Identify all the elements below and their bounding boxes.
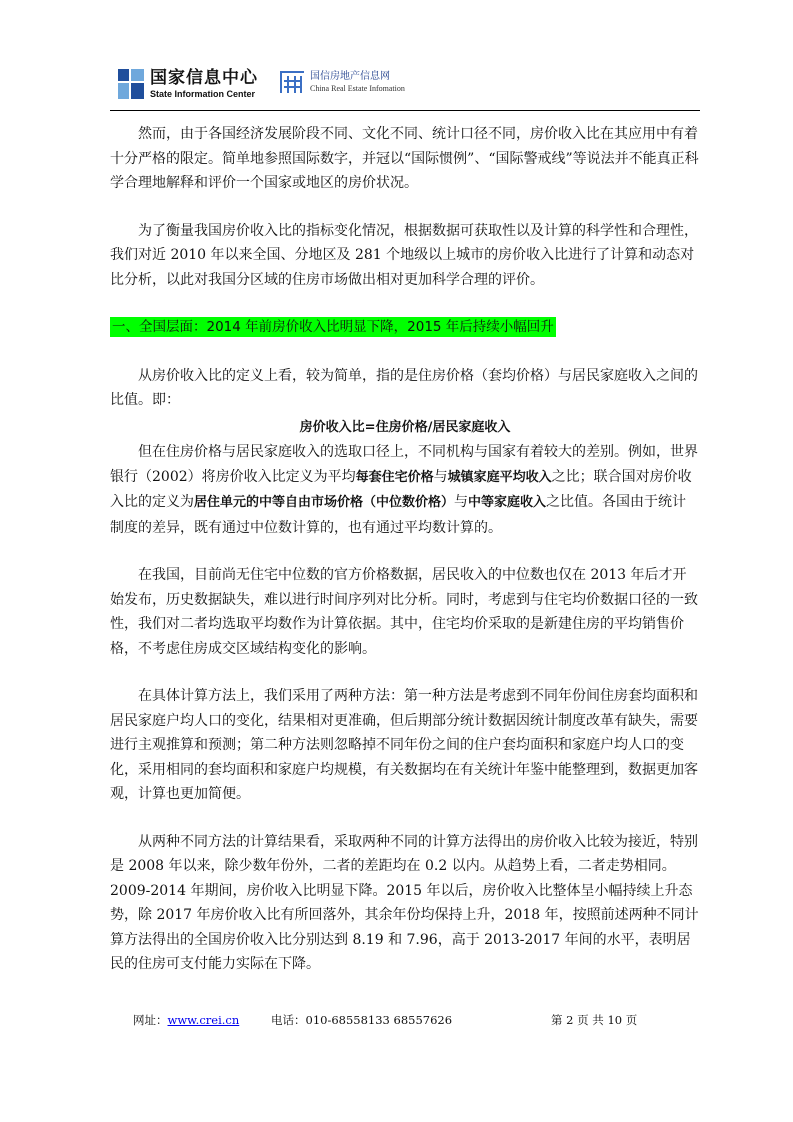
page-footer — [133, 1012, 663, 1028]
page-header — [110, 60, 700, 110]
sic-logo-en: State Information Center — [150, 88, 256, 99]
paragraph-3: 从房价收入比的定义上看，较为简单，指的是住房价格（套均价格）与居民家庭收入之间的比值。即： — [110, 367, 698, 408]
p4-highlight-h: 中等家庭收入 — [468, 495, 547, 510]
paragraph-5: 在我国，目前尚无住宅中位数的官方价格数据，居民收入的中位数也仅在 2013 年后才开始发布，历史数据缺失，难以进行时间序列对比分析。同时，考虑到与住宅均价数据口径的一致性，我们对二者均选取平均数作为计算依据。其中，住宅均价采取的是新建住房的平均销售价格，不考虑住房成交区域结构变化的影响。 — [110, 567, 698, 657]
footer-phone: 电话：010-68558133 68557626 — [271, 1013, 453, 1027]
section-heading-wrap — [110, 315, 700, 340]
paragraph-1: 然而，由于各国经济发展阶段不同、文化不同、统计口径不同，房价收入比在其应用中有着十分严格的限定。简单地参照国际数字，并冠以“国际惯例”、“国际警戒线”等说法并不能真正科学合理地解释和评价一个国家或地区的房价状况。 — [110, 126, 699, 191]
paragraph-7: 从两种不同方法的计算结果看，采取两种不同的计算方法得出的房价收入比较为接近，特别是 2008 年以来，除少数年份外，二者的差距均在 0.2 以内。从趋势上看，二者走势相同。2009-2014 年期间，房价收入比明显下降。2015 年以后，房价收入比整体呈小幅持续上升态势，除 2017 年房价收入比有所回落外，其余年份均保持上升，2018 年，按照前述两种不同计算方法得出的全国房价收入比分别达到 8.19 和 7.96，高于 2013-2017 年间的水平，表明居民的住房可支付能力实际在下降。 — [110, 833, 699, 972]
p4-text-e: 之比；联合国对房价收入比的定义为 — [110, 468, 692, 510]
p4-text-i: 之比值。各国由于统计制度的差异，既有通过中位数计算的，也有通过平均数计算的。 — [110, 494, 687, 536]
p4-text-a: 但在住房价格与居民家庭收入的选取口径上，不同机构与国家有着较大的差别。例如，世界银行（2002）将房价收入比定义为平均 — [110, 444, 698, 485]
sic-logo — [118, 66, 258, 102]
formula: 房价收入比=住房价格/居民家庭收入 — [299, 419, 511, 435]
paragraph-4 — [110, 440, 700, 540]
p4-text-g: 与 — [454, 494, 469, 510]
header-divider — [110, 110, 700, 111]
p4-highlight-d: 城镇家庭平均收入 — [447, 469, 552, 485]
paragraph-6: 在具体计算方法上，我们采用了两种方法：第一种方法是考虑到不同年份间住房套均面积和居民家庭户均人口的变化，结果相对更准确，但后期部分统计数据因统计制度改革有缺失，需要进行主观推算和预测；第二种方法则忽略掉不同年份之间的住户套均面积和家庭户均人口的变化，采用相同的套均面积和家庭户均规模，有关数据均在有关统计年鉴中能整理到，数据更加客观，计算也更加简便。 — [110, 688, 698, 802]
crei-logo-icon — [278, 68, 306, 96]
sic-logo-icon — [118, 69, 144, 99]
footer-website — [133, 1012, 271, 1028]
p4-highlight-b: 每套住宅价格 — [355, 469, 434, 485]
footer-page-number: 第 2 页 共 10 页 — [551, 1013, 638, 1027]
p4-highlight-f: 居住单元的中等自由市场价格（中位数价格） — [194, 495, 455, 510]
footer-web-label: 网址： — [133, 1013, 168, 1027]
footer-web-link[interactable]: www.crei.cn — [167, 1013, 240, 1027]
crei-logo-cn: 国信房地产信息网 — [310, 70, 390, 82]
document-body — [110, 122, 700, 977]
sic-logo-cn: 国家信息中心 — [150, 67, 258, 88]
paragraph-2: 为了衡量我国房价收入比的指标变化情况，根据数据可获取性以及计算的科学性和合理性，我们对近 2010 年以来全国、分地区及 281 个地级以上城市的房价收入比进行了计算和动态对比分析，以此对我国分区域的住房市场做出相对更加科学合理的评价。 — [110, 222, 698, 288]
crei-logo — [278, 68, 405, 96]
p4-text-c: 与 — [433, 468, 448, 485]
crei-logo-en: China Real Estate Infomation — [310, 83, 405, 93]
section-heading: 一、全国层面：2014 年前房价收入比明显下降，2015 年后持续小幅回升 — [112, 319, 554, 335]
